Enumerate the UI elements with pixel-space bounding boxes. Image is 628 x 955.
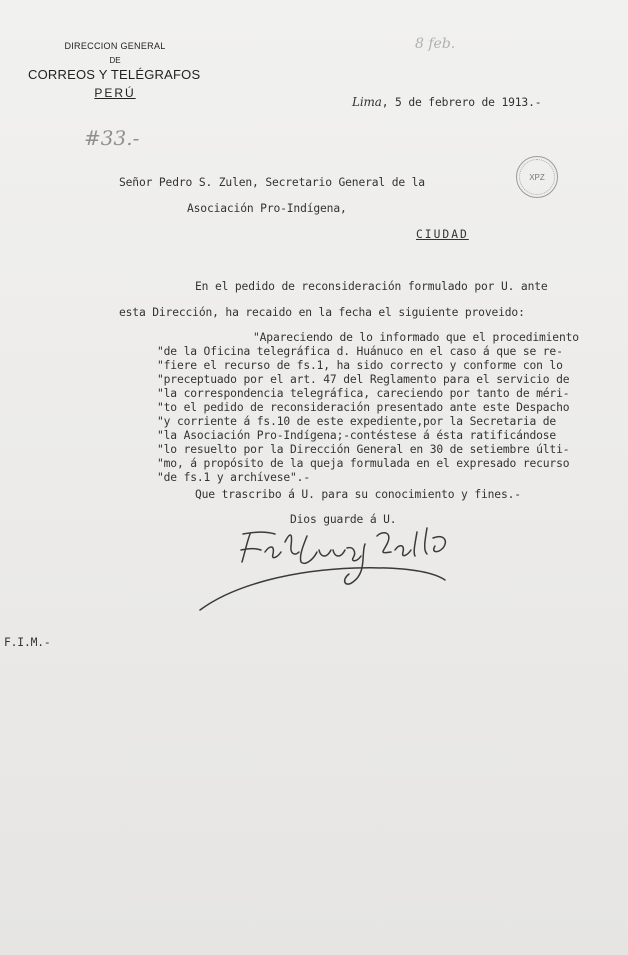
quote-line: "fiere el recurso de fs.1, ha sido correcto y conforme con lo [157,359,563,372]
quote-line: "de fs.1 y archívese".- [157,471,310,484]
letterhead-line3: CORREOS Y TELÉGRAFOS [28,67,201,82]
letterhead-line2: DE [109,56,121,65]
quote-line: "preceptuado por el art. 47 del Reglamento para el servicio de [157,373,570,386]
handwritten-date-note: 8 feb. [415,36,456,52]
typist-initials: F.I.M.- [4,636,51,649]
quote-line: "la Asociación Pro-Indígena;-contéstese á ésta ratificándose [157,429,557,442]
addressee-line2: Asociación Pro-Indígena, [187,202,347,215]
quote-line: "de la Oficina telegráfica d. Huánuco en el caso á que se re- [157,345,563,358]
body-closing-line1: Que trascribo á U. para su conocimiento y fines.- [195,488,521,501]
addressee-line1: Señor Pedro S. Zulen, Secretario General de la [119,176,425,189]
letterhead-line1: DIRECCION GENERAL [64,41,166,51]
letterhead-country: PERÚ [94,86,136,100]
body-intro-line1: En el pedido de reconsideración formulado por U. ante [195,280,548,293]
quote-line: "y corriente á fs.10 de este expediente,por la Secretaria de [157,415,557,428]
body-intro-line2: esta Dirección, ha recaido en la fecha el siguiente proveido: [119,306,525,319]
quote-line: "to el pedido de reconsideración presentado ante este Despacho [157,401,570,414]
dateline-date: , 5 de febrero de 1913.- [381,96,542,109]
handwritten-signature [195,522,455,617]
library-stamp-text: XPZ [529,172,545,182]
handwritten-file-number: #33.- [84,126,140,150]
dateline-place: Lima [352,95,382,109]
quote-line: "la correspondencia telegráfica, careciendo por tanto de méri- [157,387,570,400]
body-closing-line2: Dios guarde á U. [290,513,397,526]
dateline [352,95,541,109]
library-stamp [516,156,558,198]
quote-line: "lo resuelto por la Dirección General en 30 de setiembre últi- [157,443,570,456]
quote-line: "Apareciendo de lo informado que el procedimiento [253,331,579,344]
addressee-city: CIUDAD [416,228,469,241]
quote-line: "mo, á propósito de la queja formulada en el expresado recurso [157,457,570,470]
